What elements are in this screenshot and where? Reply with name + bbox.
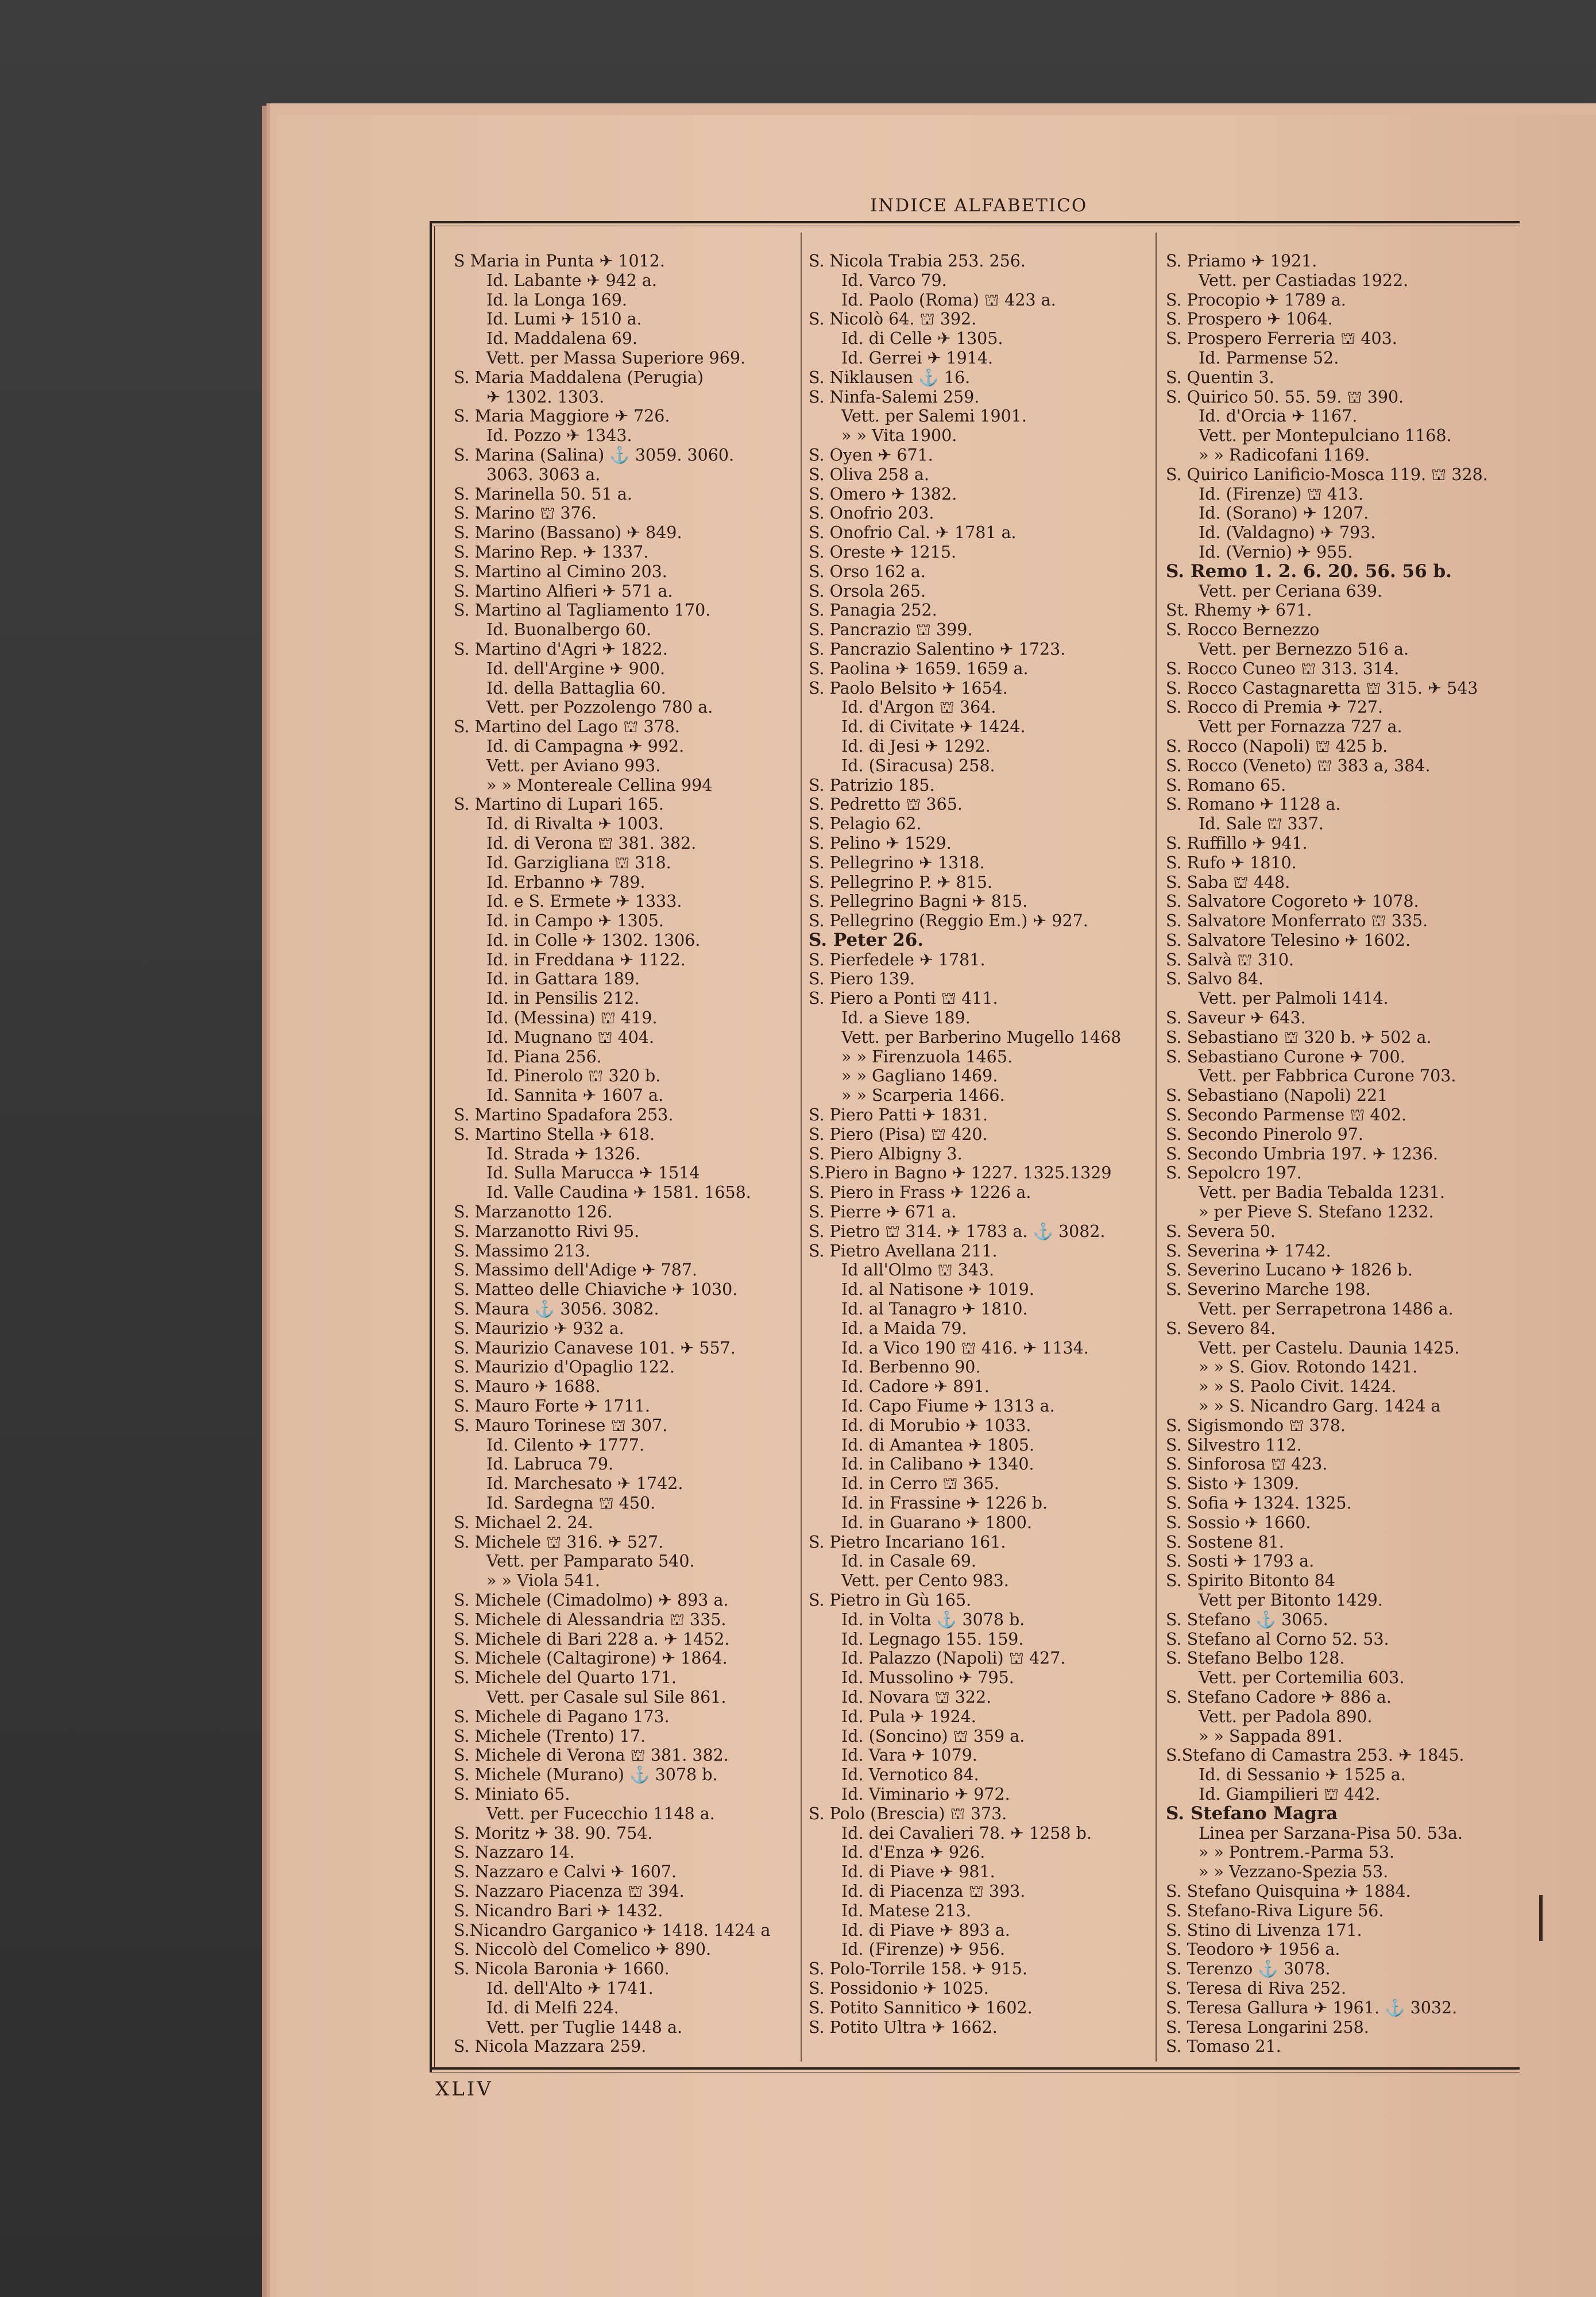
index-entry: S. Tomaso 21.: [1166, 2037, 1281, 2056]
index-entry: Id. Mugnano ⛫ 404.: [454, 1027, 655, 1047]
index-entry: » » Viola 541.: [454, 1571, 600, 1591]
index-entry: Vett. per Castelu. Daunia 1425.: [1166, 1338, 1460, 1358]
index-entry: S. Michele (Murano) ⚓ 3078 b.: [454, 1765, 718, 1785]
index-entry: S. Rufo ✈ 1810.: [1166, 853, 1297, 872]
index-entry: Id. (Valdagno) ✈ 793.: [1166, 523, 1376, 543]
index-entry: S. Maria Maggiore ✈ 726.: [454, 407, 670, 426]
index-entry: S. Teresa Longarini 258.: [1166, 2017, 1369, 2037]
index-entry: S. Michele ⛫ 316. ✈ 527.: [454, 1532, 664, 1552]
index-entry: S. Michele (Cimadolmo) ✈ 893 a.: [454, 1590, 729, 1610]
index-entry: Id. in Calibano ✈ 1340.: [809, 1455, 1034, 1474]
index-entry: Id. Pinerolo ⛫ 320 b.: [454, 1066, 661, 1086]
index-entry: Id. Giampilieri ⛫ 442.: [1166, 1784, 1381, 1804]
index-entry: S. Salvatore Monferrato ⛫ 335.: [1166, 911, 1428, 931]
index-entry: ✈ 1302. 1303.: [454, 387, 605, 407]
index-entry: S. Prospero Ferreria ⛫ 403.: [1166, 329, 1397, 349]
index-entry: Vett. per Barberino Mugello 1468: [809, 1027, 1122, 1047]
index-entry: S. Stefano ⚓ 3065.: [1166, 1610, 1328, 1629]
index-entry: Id. di Morubio ✈ 1033.: [809, 1416, 1031, 1435]
index-entry: Id. Cadore ✈ 891.: [809, 1377, 990, 1397]
index-entry: S. Sebastiano ⛫ 320 b. ✈ 502 a.: [1166, 1027, 1432, 1047]
index-entry: S. Sebastiano (Napoli) 221: [1166, 1086, 1388, 1105]
index-entry: Id. di Piacenza ⛫ 393.: [809, 1881, 1026, 1901]
index-entry: S. Severino Lucano ✈ 1826 b.: [1166, 1260, 1413, 1280]
index-entry: Id. Novara ⛫ 322.: [809, 1687, 992, 1707]
index-entry: S. Piero Albigny 3.: [809, 1144, 963, 1163]
index-entry: Vett. per Bernezzo 516 a.: [1166, 639, 1409, 659]
index-entry: » » Montereale Cellina 994: [454, 775, 713, 795]
index-entry: S. Severo 84.: [1166, 1318, 1276, 1338]
index-entry: S Maria in Punta ✈ 1012.: [454, 252, 665, 270]
index-entry: Id all'Olmo ⛫ 343.: [809, 1260, 995, 1280]
index-entry: S. Oreste ✈ 1215.: [809, 542, 957, 562]
index-entry: S. Possidonio ✈ 1025.: [809, 1978, 989, 1998]
index-entry: S. Severa 50.: [1166, 1221, 1276, 1241]
index-entry: S. Secondo Pinerolo 97.: [1166, 1124, 1363, 1144]
index-entry: Vett. per Fucecchio 1148 a.: [454, 1804, 715, 1823]
index-entry: S. Salvo 84.: [1166, 969, 1263, 989]
frame-rule-bottom: [430, 2067, 1520, 2070]
page-folio: XLIV: [435, 2078, 493, 2101]
index-entry: S. Pierre ✈ 671 a.: [809, 1202, 957, 1222]
index-entry: S. Pancrazio ⛫ 399.: [809, 620, 973, 640]
index-entry: Vett. per Pamparato 540.: [454, 1552, 695, 1571]
index-entry: Id. Berbenno 90.: [809, 1358, 981, 1377]
index-entry: S. Rocco Castagnaretta ⛫ 315. ✈ 543: [1166, 678, 1478, 698]
index-entry: Id. Vara ✈ 1079.: [809, 1746, 977, 1765]
index-entry: Id. Paolo (Roma) ⛫ 423 a.: [809, 290, 1056, 310]
index-entry: S. Martino del Lago ⛫ 378.: [454, 717, 680, 737]
index-entry: Id. Sannita ✈ 1607 a.: [454, 1086, 664, 1105]
index-entry: S. Marinella 50. 51 a.: [454, 484, 632, 504]
index-entry: S. Pietro in Gù 165.: [809, 1590, 972, 1610]
index-entry: S. Romano 65.: [1166, 775, 1286, 795]
index-entry: S. Niccolò del Comelico ✈ 890.: [454, 1940, 712, 1959]
index-entry: S. Sinforosa ⛫ 423.: [1166, 1455, 1328, 1474]
index-entry: S. Ruffillo ✈ 941.: [1166, 833, 1308, 853]
index-entry: Vett. per Montepulciano 1168.: [1166, 426, 1452, 446]
index-entry: Id. Maddalena 69.: [454, 329, 637, 349]
index-entry: » per Pieve S. Stefano 1232.: [1166, 1202, 1434, 1222]
index-entry: Id. in Colle ✈ 1302. 1306.: [454, 930, 701, 950]
index-entry: S. Mauro Forte ✈ 1711.: [454, 1397, 650, 1416]
column-rule-2: [1156, 233, 1157, 2062]
index-entry: S. Ninfa-Salemi 259.: [809, 387, 980, 407]
index-entry: Id. Capo Fiume ✈ 1313 a.: [809, 1397, 1055, 1416]
index-entry: Id. in Freddana ✈ 1122.: [454, 950, 686, 969]
index-entry: » » Firenzuola 1465.: [809, 1047, 1013, 1066]
index-entry: S. Stefano Belbo 128.: [1166, 1649, 1345, 1668]
index-entry: Id. Sulla Marucca ✈ 1514: [454, 1163, 700, 1183]
index-entry: Id. a Maida 79.: [809, 1318, 967, 1338]
index-entry: S. Stefano al Corno 52. 53.: [1166, 1629, 1389, 1649]
index-entry: Id. Lumi ✈ 1510 a.: [454, 310, 642, 329]
index-entry: S. Paolo Belsito ✈ 1654.: [809, 678, 1008, 698]
page-edge-mark: [1539, 1895, 1543, 1941]
index-entry: Id. Garzigliana ⛫ 318.: [454, 853, 671, 872]
index-entry: Id. di Campagna ✈ 992.: [454, 736, 685, 756]
index-entry: S. Mauro ✈ 1688.: [454, 1377, 601, 1397]
index-entry: Id. (Firenze) ✈ 956.: [809, 1940, 1005, 1959]
index-entry: Id. di Piave ✈ 893 a.: [809, 1920, 1010, 1940]
index-entry: Id. Matese 213.: [809, 1901, 972, 1920]
index-entry: » » S. Paolo Civit. 1424.: [1166, 1377, 1397, 1397]
index-entry: Id. Buonalbergo 60.: [454, 620, 652, 640]
index-entry: S. Prospero ✈ 1064.: [1166, 310, 1333, 329]
index-entry: Id. Mussolino ✈ 795.: [809, 1668, 1014, 1688]
index-entry: S. Quirico Lanificio-Mosca 119. ⛫ 328.: [1166, 465, 1488, 484]
index-entry: Id. di Amantea ✈ 1805.: [809, 1435, 1034, 1455]
index-entry: S. Nicolò 64. ⛫ 392.: [809, 310, 977, 329]
index-column-2: [809, 252, 1147, 2037]
index-entry: 3063. 3063 a.: [454, 465, 601, 484]
index-entry: Vett per Fornazza 727 a.: [1166, 717, 1402, 737]
index-entry: S. Sosti ✈ 1793 a.: [1166, 1552, 1315, 1571]
index-entry: S. Saveur ✈ 643.: [1166, 1008, 1306, 1028]
index-entry: S.Nicandro Garganico ✈ 1418. 1424 a: [454, 1920, 771, 1940]
index-entry: S. Rocco Cuneo ⛫ 313. 314.: [1166, 659, 1400, 678]
index-entry: Id. a Vico 190 ⛫ 416. ✈ 1134.: [809, 1338, 1089, 1358]
index-entry: Id. di Jesi ✈ 1292.: [809, 736, 991, 756]
index-entry: S. Saba ⛫ 448.: [1166, 872, 1290, 892]
column-rule-1: [801, 233, 802, 2062]
index-entry: Vett. per Massa Superiore 969.: [454, 348, 746, 368]
index-entry: S. Salvatore Cogoreto ✈ 1078.: [1166, 892, 1419, 911]
index-entry: Id. in Pensilis 212.: [454, 989, 640, 1008]
index-entry: S. Teresa di Riva 252.: [1166, 1978, 1347, 1998]
index-entry: S. Onofrio 203.: [809, 504, 934, 523]
index-entry: S. Maria Maddalena (Perugia): [454, 368, 704, 387]
index-entry: S. Rocco di Premia ✈ 727.: [1166, 698, 1384, 717]
index-entry: S. Michele di Verona ⛫ 381. 382.: [454, 1746, 729, 1765]
index-entry: S. Stefano Cadore ✈ 886 a.: [1166, 1687, 1392, 1707]
index-entry: S. Pietro ⛫ 314. ✈ 1783 a. ⚓ 3082.: [809, 1221, 1106, 1241]
index-entry: S. Sostene 81.: [1166, 1532, 1284, 1552]
index-entry: S. Teresa Gallura ✈ 1961. ⚓ 3032.: [1166, 1998, 1458, 2017]
index-entry: Id. Piana 256.: [454, 1047, 602, 1066]
index-entry: Id. al Natisone ✈ 1019.: [809, 1280, 1034, 1300]
index-entry: Id. (Firenze) ⛫ 413.: [1166, 484, 1364, 504]
index-entry: Id. a Sieve 189.: [809, 1008, 971, 1028]
index-entry: S. Pietro Avellana 211.: [809, 1241, 998, 1260]
index-entry: Id. la Longa 169.: [454, 290, 627, 310]
index-entry: Vett. per Ceriana 639.: [1166, 581, 1382, 601]
index-entry: S. Pancrazio Salentino ✈ 1723.: [809, 639, 1066, 659]
index-entry: Id. d'Orcia ✈ 1167.: [1166, 407, 1358, 426]
index-entry: S. Pellegrino ✈ 1318.: [809, 853, 985, 872]
index-entry: S. Massimo dell'Adige ✈ 787.: [454, 1260, 698, 1280]
index-entry: Vett. per Pozzolengo 780 a.: [454, 698, 713, 717]
index-entry: Linea per Sarzana-Pisa 50. 53a.: [1166, 1823, 1463, 1843]
index-entry: S. Remo 1. 2. 6. 20. 56. 56 b.: [1166, 562, 1452, 582]
index-entry: S. Rocco (Napoli) ⛫ 425 b.: [1166, 736, 1388, 756]
index-entry: S. Michele (Trento) 17.: [454, 1726, 646, 1746]
index-entry: S. Michele (Caltagirone) ✈ 1864.: [454, 1649, 728, 1668]
index-entry: S. Romano ✈ 1128 a.: [1166, 795, 1341, 814]
index-entry: Id. Erbanno ✈ 789.: [454, 872, 646, 892]
index-entry: S. Nazzaro Piacenza ⛫ 394.: [454, 1881, 685, 1901]
index-entry: S. Moritz ✈ 38. 90. 754.: [454, 1823, 653, 1843]
index-entry: S. Marzanotto 126.: [454, 1202, 613, 1222]
index-entry: S. Sossio ✈ 1660.: [1166, 1513, 1311, 1532]
index-entry: » » Sappada 891.: [1166, 1726, 1343, 1746]
index-entry: Id. Legnago 155. 159.: [809, 1629, 1024, 1649]
index-entry: S. Panagia 252.: [809, 601, 937, 620]
index-entry: S. Sepolcro 197.: [1166, 1163, 1302, 1183]
index-entry: S. Pedretto ⛫ 365.: [809, 795, 963, 814]
index-entry: Id. (Sorano) ✈ 1207.: [1166, 504, 1369, 523]
index-entry: Id. in Campo ✈ 1305.: [454, 911, 664, 931]
index-entry: S. Nicola Baronia ✈ 1660.: [454, 1959, 670, 1979]
index-entry: Id. Viminario ✈ 972.: [809, 1784, 1010, 1804]
index-entry: S. Potito Sannitico ✈ 1602.: [809, 1998, 1033, 2017]
index-entry: » » S. Nicandro Garg. 1424 a: [1166, 1397, 1441, 1416]
index-entry: Id. Vernotico 84.: [809, 1765, 979, 1785]
index-entry: S. Maura ⚓ 3056. 3082.: [454, 1300, 659, 1319]
index-entry: S. Polo-Torrile 158. ✈ 915.: [809, 1959, 1027, 1979]
index-entry: S. Stefano Quisquina ✈ 1884.: [1166, 1881, 1411, 1901]
index-entry: S. Stefano Magra: [1166, 1804, 1338, 1824]
index-entry: Id. in Cerro ⛫ 365.: [809, 1474, 999, 1494]
index-entry: Vett per Bitonto 1429.: [1166, 1590, 1383, 1610]
index-entry: S. Sigismondo ⛫ 378.: [1166, 1416, 1346, 1435]
index-entry: Id. di Piave ✈ 981.: [809, 1862, 995, 1882]
index-entry: S. Salvà ⛫ 310.: [1166, 950, 1294, 969]
index-entry: Vett. per Serrapetrona 1486 a.: [1166, 1300, 1454, 1319]
index-entry: S. Teodoro ✈ 1956 a.: [1166, 1940, 1340, 1959]
index-entry: S. Nicandro Bari ✈ 1432.: [454, 1901, 663, 1920]
frame-rule-left-thin: [434, 226, 435, 2068]
index-entry: S. Marino (Bassano) ✈ 849.: [454, 523, 682, 543]
index-entry: » » Gagliano 1469.: [809, 1066, 998, 1086]
index-entry: Id. (Soncino) ⛫ 359 a.: [809, 1726, 1025, 1746]
index-entry: Id. in Volta ⚓ 3078 b.: [809, 1610, 1025, 1629]
index-entry: S. Maurizio Canavese 101. ✈ 557.: [454, 1338, 736, 1358]
index-entry: S. Stefano-Riva Ligure 56.: [1166, 1901, 1384, 1920]
index-entry: S. Piero 139.: [809, 969, 915, 989]
index-entry: Id. al Tanagro ✈ 1810.: [809, 1300, 1028, 1319]
index-entry: S. Orsola 265.: [809, 581, 926, 601]
index-entry: Vett. per Casale sul Sile 861.: [454, 1687, 726, 1707]
index-entry: S. Spirito Bitonto 84: [1166, 1571, 1335, 1591]
index-entry: S. Secondo Umbria 197. ✈ 1236.: [1166, 1144, 1439, 1163]
index-entry: S. Michael 2. 24.: [454, 1513, 593, 1532]
index-entry: S. Pelino ✈ 1529.: [809, 833, 952, 853]
index-entry: S. Piero in Frass ✈ 1226 a.: [809, 1183, 1031, 1202]
index-entry: Id. Varco 79.: [809, 270, 947, 290]
index-entry: Id. della Battaglia 60.: [454, 678, 666, 698]
index-entry: Vett. per Castiadas 1922.: [1166, 270, 1409, 290]
index-entry: S. Paolina ✈ 1659. 1659 a.: [809, 659, 1029, 678]
index-entry: Id. Labante ✈ 942 a.: [454, 270, 657, 290]
index-entry: » » Vita 1900.: [809, 426, 957, 446]
index-entry: Id. Labruca 79.: [454, 1455, 614, 1474]
index-entry: S. Martino Alfieri ✈ 571 a.: [454, 581, 673, 601]
index-entry: S. Michele di Bari 228 a. ✈ 1452.: [454, 1629, 730, 1649]
index-entry: S. Orso 162 a.: [809, 562, 926, 581]
index-entry: S. Miniato 65.: [454, 1784, 570, 1804]
index-entry: S. Martino al Cimino 203.: [454, 562, 667, 581]
index-entry: S. Piero a Ponti ⛫ 411.: [809, 989, 998, 1008]
index-entry: Vett. per Cento 983.: [809, 1571, 1009, 1591]
index-entry: Id. in Casale 69.: [809, 1552, 976, 1571]
index-entry: S. Procopio ✈ 1789 a.: [1166, 290, 1346, 310]
index-column-3: [1166, 252, 1505, 2056]
index-entry: Id. Palazzo (Napoli) ⛫ 427.: [809, 1649, 1066, 1668]
index-entry: S. Stino di Livenza 171.: [1166, 1920, 1362, 1940]
index-entry: S. Sebastiano Curone ✈ 700.: [1166, 1047, 1405, 1066]
index-entry: S. Omero ✈ 1382.: [809, 484, 957, 504]
index-entry: S. Marino Rep. ✈ 1337.: [454, 542, 649, 562]
index-entry: Id. Pula ✈ 1924.: [809, 1707, 976, 1726]
frame-rule-left: [430, 221, 432, 2072]
index-entry: S. Mauro Torinese ⛫ 307.: [454, 1416, 668, 1435]
index-entry: S. Rocco Bernezzo: [1166, 620, 1320, 640]
index-entry: » » S. Giov. Rotondo 1421.: [1166, 1358, 1418, 1377]
index-entry: Vett. per Padola 890.: [1166, 1707, 1373, 1726]
index-entry: Vett. per Palmoli 1414.: [1166, 989, 1389, 1008]
index-entry: Id. (Messina) ⛫ 419.: [454, 1008, 658, 1028]
index-entry: Id. Sale ⛫ 337.: [1166, 814, 1324, 834]
index-entry: Id. in Frassine ✈ 1226 b.: [809, 1494, 1048, 1513]
index-entry: S.Stefano di Camastra 253. ✈ 1845.: [1166, 1746, 1464, 1765]
index-entry: Id. di Sessanio ✈ 1525 a.: [1166, 1765, 1406, 1785]
index-entry: S. Pietro Incariano 161.: [809, 1532, 1006, 1552]
index-entry: S. Pellegrino P. ✈ 815.: [809, 872, 992, 892]
index-entry: Id. Gerrei ✈ 1914.: [809, 348, 994, 368]
index-entry: Vett. per Cortemilia 603.: [1166, 1668, 1405, 1688]
index-entry: S. Patrizio 185.: [809, 775, 935, 795]
index-entry: Id. in Guarano ✈ 1800.: [809, 1513, 1032, 1532]
index-entry: S. Martino d'Agri ✈ 1822.: [454, 639, 668, 659]
index-entry: S. Marzanotto Rivi 95.: [454, 1221, 640, 1241]
index-entry: S. Niklausen ⚓ 16.: [809, 368, 971, 387]
index-entry: S. Michele di Alessandria ⛫ 335.: [454, 1610, 726, 1629]
index-entry: S. Rocco (Veneto) ⛫ 383 a, 384.: [1166, 756, 1431, 775]
index-entry: S. Sisto ✈ 1309.: [1166, 1474, 1300, 1494]
index-entry: S. Pellegrino (Reggio Em.) ✈ 927.: [809, 911, 1088, 931]
index-entry: Id. d'Argon ⛫ 364.: [809, 698, 996, 717]
index-entry: S. Secondo Parmense ⛫ 402.: [1166, 1105, 1406, 1125]
index-entry: Id. Cilento ✈ 1777.: [454, 1435, 645, 1455]
index-entry: S. Terenzo ⚓ 3078.: [1166, 1959, 1331, 1979]
index-entry: S. Pierfedele ✈ 1781.: [809, 950, 986, 969]
index-entry: Vett. per Fabbrica Curone 703.: [1166, 1066, 1456, 1086]
index-entry: S. Matteo delle Chiaviche ✈ 1030.: [454, 1280, 738, 1300]
index-entry: S. Quentin 3.: [1166, 368, 1274, 387]
index-entry: S. Marino ⛫ 376.: [454, 504, 597, 523]
index-entry: S. Severino Marche 198.: [1166, 1280, 1371, 1300]
index-entry: S. Martino al Tagliamento 170.: [454, 601, 711, 620]
index-entry: » » Pontrem.-Parma 53.: [1166, 1843, 1395, 1862]
index-entry: S. Maurizio d'Opaglio 122.: [454, 1358, 675, 1377]
index-entry: S. Michele di Pagano 173.: [454, 1707, 670, 1726]
index-entry: S. Peter 26.: [809, 930, 924, 950]
index-entry: S. Nicola Mazzara 259.: [454, 2037, 647, 2056]
index-entry: Vett. per Tuglie 1448 a.: [454, 2017, 683, 2037]
index-entry: » » Radicofani 1169.: [1166, 445, 1370, 465]
index-entry: Id. d'Enza ✈ 926.: [809, 1843, 986, 1862]
index-entry: S. Nazzaro e Calvi ✈ 1607.: [454, 1862, 677, 1882]
index-entry: S. Pellegrino Bagni ✈ 815.: [809, 892, 1028, 911]
index-entry: S. Polo (Brescia) ⛫ 373.: [809, 1804, 1007, 1823]
index-entry: S. Salvatore Telesino ✈ 1602.: [1166, 930, 1410, 950]
index-entry: Id. in Gattara 189.: [454, 969, 640, 989]
running-head: INDICE ALFABETICO: [870, 195, 1088, 216]
index-entry: Vett. per Badia Tebalda 1231.: [1166, 1183, 1445, 1202]
index-entry: Id. di Rivalta ✈ 1003.: [454, 814, 664, 834]
index-entry: Id. dell'Alto ✈ 1741.: [454, 1978, 654, 1998]
index-entry: S. Sofia ✈ 1324. 1325.: [1166, 1494, 1352, 1513]
index-entry: Id. (Siracusa) 258.: [809, 756, 995, 775]
index-entry: Id. Sardegna ⛫ 450.: [454, 1494, 656, 1513]
index-entry: S. Oyen ✈ 671.: [809, 445, 933, 465]
index-entry: Id. Marchesato ✈ 1742.: [454, 1474, 683, 1494]
index-entry: Id. Strada ✈ 1326.: [454, 1144, 641, 1163]
index-entry: S. Piero Patti ✈ 1831.: [809, 1105, 988, 1125]
index-entry: Vett. per Salemi 1901.: [809, 407, 1027, 426]
index-entry: Id. (Vernio) ✈ 955.: [1166, 542, 1353, 562]
index-entry: S. Severina ✈ 1742.: [1166, 1241, 1331, 1260]
index-entry: S. Onofrio Cal. ✈ 1781 a.: [809, 523, 1017, 543]
index-entry: S. Priamo ✈ 1921.: [1166, 252, 1317, 270]
index-entry: S. Oliva 258 a.: [809, 465, 929, 484]
index-entry: S. Martino di Lupari 165.: [454, 795, 664, 814]
index-entry: Id. dei Cavalieri 78. ✈ 1258 b.: [809, 1823, 1092, 1843]
index-entry: » » Scarperia 1466.: [809, 1086, 1005, 1105]
index-entry: S. Nicola Trabia 253. 256.: [809, 252, 1026, 270]
index-column-1: [454, 252, 793, 2056]
index-entry: S. Marina (Salina) ⚓ 3059. 3060.: [454, 445, 735, 465]
index-entry: Id. Parmense 52.: [1166, 348, 1339, 368]
index-entry: St. Rhemy ✈ 671.: [1166, 601, 1312, 620]
index-entry: S. Martino Spadafora 253.: [454, 1105, 674, 1125]
index-entry: Id. di Civitate ✈ 1424.: [809, 717, 1026, 737]
index-entry: Id. di Celle ✈ 1305.: [809, 329, 1003, 349]
index-entry: S. Nazzaro 14.: [454, 1843, 575, 1862]
index-entry: Id. dell'Argine ✈ 900.: [454, 659, 666, 678]
index-entry: Id. di Melfi 224.: [454, 1998, 619, 2017]
index-entry: S. Pelagio 62.: [809, 814, 922, 834]
index-entry: S. Michele del Quarto 171.: [454, 1668, 677, 1688]
index-entry: Id. Valle Caudina ✈ 1581. 1658.: [454, 1183, 751, 1202]
index-entry: S. Silvestro 112.: [1166, 1435, 1302, 1455]
index-entry: S. Quirico 50. 55. 59. ⛫ 390.: [1166, 387, 1404, 407]
index-entry: Id. di Verona ⛫ 381. 382.: [454, 833, 697, 853]
index-entry: S.Piero in Bagno ✈ 1227. 1325.1329: [809, 1163, 1112, 1183]
frame-rule-top: [430, 221, 1520, 223]
index-entry: » » Vezzano-Spezia 53.: [1166, 1862, 1389, 1882]
index-entry: Id. e S. Ermete ✈ 1333.: [454, 892, 682, 911]
index-entry: S. Maurizio ✈ 932 a.: [454, 1318, 624, 1338]
index-entry: S. Piero (Pisa) ⛫ 420.: [809, 1124, 988, 1144]
index-entry: Id. Pozzo ✈ 1343.: [454, 426, 632, 446]
index-entry: S. Massimo 213.: [454, 1241, 590, 1260]
index-entry: Vett. per Aviano 993.: [454, 756, 661, 775]
index-entry: S. Potito Ultra ✈ 1662.: [809, 2017, 998, 2037]
index-entry: S. Martino Stella ✈ 618.: [454, 1124, 655, 1144]
